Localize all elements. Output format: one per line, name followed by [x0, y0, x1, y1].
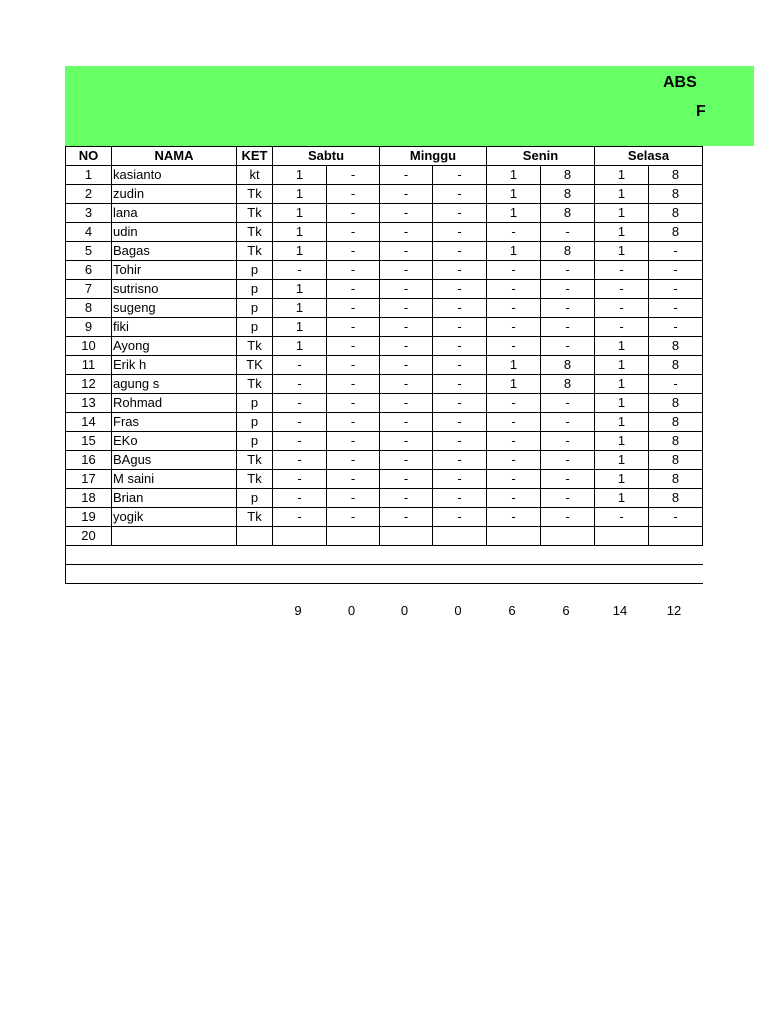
cell-value[interactable]: -	[595, 299, 649, 318]
cell-value[interactable]: -	[541, 280, 595, 299]
cell-nama[interactable]: zudin	[112, 185, 237, 204]
cell-value[interactable]: -	[541, 394, 595, 413]
cell-value[interactable]: -	[327, 394, 380, 413]
cell-value[interactable]: -	[273, 489, 327, 508]
table-body	[66, 166, 703, 584]
header-no: NO	[66, 147, 112, 166]
cell-value[interactable]: -	[327, 166, 380, 185]
cell-value[interactable]: -	[327, 489, 380, 508]
cell-value[interactable]	[273, 527, 327, 546]
cell-value[interactable]: -	[433, 337, 487, 356]
cell-value[interactable]: -	[649, 318, 703, 337]
cell-value[interactable]: -	[380, 242, 433, 261]
cell-ket[interactable]: TK	[237, 356, 273, 375]
table-row	[66, 356, 703, 375]
cell-ket[interactable]: Tk	[237, 337, 273, 356]
totals-row	[271, 602, 701, 620]
cell-ket[interactable]: Tk	[237, 451, 273, 470]
cell-value[interactable]: 1	[273, 299, 327, 318]
cell-nama[interactable]	[112, 527, 237, 546]
cell-value[interactable]: -	[380, 185, 433, 204]
cell-value[interactable]: -	[380, 394, 433, 413]
cell-value[interactable]	[433, 527, 487, 546]
cell-value[interactable]: 8	[541, 375, 595, 394]
cell-ket[interactable]: p	[237, 261, 273, 280]
blank-cell[interactable]	[66, 565, 703, 584]
cell-nama[interactable]: udin	[112, 223, 237, 242]
cell-value[interactable]: -	[649, 261, 703, 280]
cell-nama[interactable]: sugeng	[112, 299, 237, 318]
cell-value[interactable]: 1	[595, 337, 649, 356]
cell-value[interactable]: -	[327, 204, 380, 223]
cell-nama[interactable]: kasianto	[112, 166, 237, 185]
cell-no[interactable]: 14	[66, 413, 112, 432]
table-row	[66, 280, 703, 299]
cell-nama[interactable]: agung s	[112, 375, 237, 394]
title-banner	[65, 66, 754, 146]
cell-value[interactable]: 1	[595, 166, 649, 185]
header-row	[66, 147, 703, 166]
cell-value[interactable]: 1	[273, 223, 327, 242]
cell-value[interactable]: -	[380, 356, 433, 375]
cell-value[interactable]: -	[380, 166, 433, 185]
cell-value[interactable]: 1	[595, 489, 649, 508]
cell-value[interactable]: -	[380, 413, 433, 432]
cell-value[interactable]: -	[327, 299, 380, 318]
cell-value[interactable]: -	[433, 470, 487, 489]
cell-value[interactable]: -	[487, 337, 541, 356]
cell-value[interactable]: -	[487, 299, 541, 318]
table-row	[66, 375, 703, 394]
cell-value[interactable]: 1	[487, 166, 541, 185]
cell-value[interactable]: 1	[595, 432, 649, 451]
cell-value[interactable]: -	[380, 375, 433, 394]
cell-nama[interactable]: BAgus	[112, 451, 237, 470]
cell-value[interactable]: 1	[487, 356, 541, 375]
table-row	[66, 261, 703, 280]
cell-no[interactable]: 13	[66, 394, 112, 413]
header-selasa: Selasa	[595, 147, 703, 166]
blank-row	[66, 546, 703, 565]
cell-value[interactable]: -	[327, 432, 380, 451]
cell-value[interactable]: 8	[541, 185, 595, 204]
cell-value[interactable]: 1	[273, 185, 327, 204]
cell-value[interactable]: -	[433, 204, 487, 223]
cell-value[interactable]	[595, 527, 649, 546]
cell-value[interactable]: -	[327, 280, 380, 299]
cell-value[interactable]: -	[273, 508, 327, 527]
cell-ket[interactable]: Tk	[237, 223, 273, 242]
total-value: 12	[666, 603, 682, 618]
total-value: 9	[294, 603, 302, 618]
cell-no[interactable]: 11	[66, 356, 112, 375]
header-nama: NAMA	[112, 147, 237, 166]
cell-value[interactable]: 1	[595, 185, 649, 204]
cell-value[interactable]: -	[433, 375, 487, 394]
cell-value[interactable]: 8	[649, 451, 703, 470]
cell-value[interactable]: 1	[487, 204, 541, 223]
cell-value[interactable]: -	[433, 318, 487, 337]
cell-no[interactable]: 17	[66, 470, 112, 489]
total-value: 0	[347, 603, 356, 618]
cell-value[interactable]	[327, 527, 380, 546]
cell-value[interactable]: -	[327, 223, 380, 242]
cell-value[interactable]: 1	[595, 451, 649, 470]
cell-value[interactable]: -	[487, 394, 541, 413]
cell-value[interactable]: -	[327, 242, 380, 261]
cell-no[interactable]: 9	[66, 318, 112, 337]
cell-value[interactable]: 1	[595, 223, 649, 242]
cell-value[interactable]: -	[487, 451, 541, 470]
cell-ket[interactable]: Tk	[237, 242, 273, 261]
cell-value[interactable]: -	[541, 432, 595, 451]
cell-value[interactable]: 8	[649, 185, 703, 204]
cell-no[interactable]: 16	[66, 451, 112, 470]
cell-value[interactable]: -	[541, 299, 595, 318]
cell-value[interactable]: -	[327, 375, 380, 394]
cell-value[interactable]: 8	[649, 337, 703, 356]
table-row	[66, 223, 703, 242]
cell-value[interactable]: 8	[541, 356, 595, 375]
cell-ket[interactable]: p	[237, 318, 273, 337]
cell-value[interactable]: -	[380, 261, 433, 280]
cell-value[interactable]: -	[433, 280, 487, 299]
cell-value[interactable]: 1	[595, 242, 649, 261]
cell-value[interactable]: 8	[649, 394, 703, 413]
cell-value[interactable]: 8	[649, 356, 703, 375]
cell-value[interactable]: -	[380, 432, 433, 451]
cell-nama[interactable]: EKo	[112, 432, 237, 451]
cell-value[interactable]: -	[433, 223, 487, 242]
cell-value[interactable]: 1	[595, 375, 649, 394]
cell-value[interactable]: -	[380, 337, 433, 356]
table-row	[66, 432, 703, 451]
table-row	[66, 337, 703, 356]
total-value: 0	[400, 603, 409, 618]
cell-value[interactable]: -	[433, 432, 487, 451]
cell-value[interactable]: 1	[487, 185, 541, 204]
cell-value[interactable]: -	[327, 185, 380, 204]
cell-value[interactable]: -	[380, 299, 433, 318]
cell-value[interactable]: -	[487, 489, 541, 508]
cell-no[interactable]: 3	[66, 204, 112, 223]
cell-value[interactable]: -	[595, 508, 649, 527]
cell-no[interactable]: 19	[66, 508, 112, 527]
total-value: 6	[508, 603, 516, 618]
cell-value[interactable]: -	[273, 394, 327, 413]
table-row	[66, 299, 703, 318]
cell-value[interactable]: 1	[595, 413, 649, 432]
cell-value[interactable]: -	[273, 413, 327, 432]
header-sabtu: Sabtu	[273, 147, 380, 166]
cell-value[interactable]: 1	[487, 375, 541, 394]
cell-value[interactable]: -	[327, 451, 380, 470]
cell-value[interactable]	[649, 527, 703, 546]
header-ket: KET	[237, 147, 273, 166]
cell-ket[interactable]: Tk	[237, 470, 273, 489]
cell-no[interactable]: 10	[66, 337, 112, 356]
cell-no[interactable]: 7	[66, 280, 112, 299]
cell-value[interactable]: -	[487, 470, 541, 489]
cell-value[interactable]: -	[433, 508, 487, 527]
total-value: 14	[612, 603, 628, 618]
table-row	[66, 204, 703, 223]
cell-ket[interactable]: Tk	[237, 375, 273, 394]
cell-nama[interactable]: Brian	[112, 489, 237, 508]
table-row	[66, 451, 703, 470]
cell-value[interactable]: -	[273, 432, 327, 451]
cell-value[interactable]: -	[433, 489, 487, 508]
cell-value[interactable]: -	[327, 318, 380, 337]
cell-value[interactable]: 1	[273, 318, 327, 337]
cell-no[interactable]: 15	[66, 432, 112, 451]
cell-value[interactable]: -	[541, 223, 595, 242]
cell-value[interactable]: -	[380, 280, 433, 299]
cell-no[interactable]: 4	[66, 223, 112, 242]
cell-ket[interactable]: p	[237, 432, 273, 451]
cell-no[interactable]: 5	[66, 242, 112, 261]
header-senin: Senin	[487, 147, 595, 166]
cell-value[interactable]: -	[433, 242, 487, 261]
cell-value[interactable]: -	[273, 451, 327, 470]
cell-value[interactable]: 1	[273, 166, 327, 185]
cell-value[interactable]: 1	[273, 280, 327, 299]
cell-ket[interactable]: kt	[237, 166, 273, 185]
cell-value[interactable]: 8	[649, 489, 703, 508]
cell-value[interactable]: -	[595, 318, 649, 337]
cell-value[interactable]: 8	[649, 432, 703, 451]
cell-no[interactable]: 18	[66, 489, 112, 508]
cell-ket[interactable]: p	[237, 280, 273, 299]
cell-value[interactable]: -	[487, 508, 541, 527]
cell-value[interactable]: -	[433, 299, 487, 318]
cell-value[interactable]: -	[380, 204, 433, 223]
cell-nama[interactable]: M saini	[112, 470, 237, 489]
table-row	[66, 413, 703, 432]
cell-value[interactable]: 1	[273, 242, 327, 261]
cell-value[interactable]: -	[595, 280, 649, 299]
cell-value[interactable]: -	[327, 413, 380, 432]
table-row	[66, 470, 703, 489]
cell-value[interactable]: -	[649, 280, 703, 299]
cell-value[interactable]: -	[541, 470, 595, 489]
cell-value[interactable]	[380, 527, 433, 546]
cell-value[interactable]: -	[487, 413, 541, 432]
cell-value[interactable]: -	[649, 508, 703, 527]
cell-value[interactable]: -	[327, 337, 380, 356]
cell-nama[interactable]: fiki	[112, 318, 237, 337]
cell-no[interactable]: 8	[66, 299, 112, 318]
attendance-table	[65, 146, 703, 584]
cell-nama[interactable]: Tohir	[112, 261, 237, 280]
cell-value[interactable]: -	[487, 223, 541, 242]
cell-value[interactable]: 8	[649, 166, 703, 185]
cell-value[interactable]: 8	[541, 166, 595, 185]
cell-value[interactable]: -	[380, 489, 433, 508]
cell-value[interactable]: -	[487, 432, 541, 451]
cell-nama[interactable]: Bagas	[112, 242, 237, 261]
cell-value[interactable]: -	[273, 356, 327, 375]
cell-no[interactable]: 12	[66, 375, 112, 394]
sheet-subtitle: F	[696, 103, 706, 120]
cell-nama[interactable]: yogik	[112, 508, 237, 527]
cell-value[interactable]: -	[273, 261, 327, 280]
cell-value[interactable]: -	[327, 356, 380, 375]
cell-value[interactable]: 1	[595, 204, 649, 223]
cell-value[interactable]: 8	[649, 204, 703, 223]
cell-value[interactable]: -	[433, 356, 487, 375]
cell-ket[interactable]: p	[237, 413, 273, 432]
table-row	[66, 508, 703, 527]
cell-value[interactable]: -	[541, 413, 595, 432]
cell-value[interactable]: -	[327, 470, 380, 489]
cell-value[interactable]: -	[595, 261, 649, 280]
header-minggu: Minggu	[380, 147, 487, 166]
cell-ket[interactable]: Tk	[237, 204, 273, 223]
table-row	[66, 527, 703, 546]
blank-cell[interactable]	[66, 546, 703, 565]
cell-value[interactable]: -	[649, 299, 703, 318]
cell-value[interactable]: -	[380, 508, 433, 527]
cell-value[interactable]: -	[380, 223, 433, 242]
cell-value[interactable]: -	[487, 280, 541, 299]
cell-no[interactable]: 20	[66, 527, 112, 546]
cell-ket[interactable]: Tk	[237, 185, 273, 204]
cell-value[interactable]: -	[487, 261, 541, 280]
table-row	[66, 242, 703, 261]
cell-value[interactable]: -	[541, 489, 595, 508]
cell-value[interactable]: -	[541, 451, 595, 470]
cell-value[interactable]: -	[649, 242, 703, 261]
cell-no[interactable]: 1	[66, 166, 112, 185]
table-row	[66, 394, 703, 413]
cell-value[interactable]: 1	[273, 204, 327, 223]
cell-ket[interactable]: p	[237, 394, 273, 413]
cell-no[interactable]: 6	[66, 261, 112, 280]
cell-value[interactable]: 1	[487, 242, 541, 261]
cell-nama[interactable]: sutrisno	[112, 280, 237, 299]
cell-value[interactable]: -	[327, 508, 380, 527]
cell-no[interactable]: 2	[66, 185, 112, 204]
cell-ket[interactable]: p	[237, 489, 273, 508]
table-row	[66, 318, 703, 337]
total-value: 0	[454, 603, 462, 618]
cell-value[interactable]: 8	[649, 223, 703, 242]
cell-value[interactable]: -	[327, 261, 380, 280]
blank-row	[66, 565, 703, 584]
cell-value[interactable]: -	[433, 451, 487, 470]
cell-value[interactable]: 1	[595, 356, 649, 375]
cell-value[interactable]: -	[433, 413, 487, 432]
cell-value[interactable]: 1	[595, 394, 649, 413]
cell-ket[interactable]: p	[237, 299, 273, 318]
cell-value[interactable]: 8	[649, 413, 703, 432]
cell-value[interactable]: -	[433, 166, 487, 185]
cell-ket[interactable]: Tk	[237, 508, 273, 527]
cell-ket[interactable]	[237, 527, 273, 546]
cell-value[interactable]: -	[433, 394, 487, 413]
total-value: 6	[562, 603, 570, 618]
cell-value[interactable]: -	[541, 337, 595, 356]
cell-value[interactable]: -	[433, 261, 487, 280]
cell-nama[interactable]: Rohmad	[112, 394, 237, 413]
cell-value[interactable]	[541, 527, 595, 546]
cell-nama[interactable]: lana	[112, 204, 237, 223]
cell-value[interactable]	[487, 527, 541, 546]
table-row	[66, 489, 703, 508]
cell-value[interactable]: -	[433, 185, 487, 204]
table-row	[66, 185, 703, 204]
cell-value[interactable]: -	[541, 318, 595, 337]
cell-value[interactable]: 8	[649, 470, 703, 489]
cell-nama[interactable]: Erik h	[112, 356, 237, 375]
cell-nama[interactable]: Fras	[112, 413, 237, 432]
cell-nama[interactable]: Ayong	[112, 337, 237, 356]
cell-value[interactable]: -	[380, 318, 433, 337]
cell-value[interactable]: -	[273, 470, 327, 489]
cell-value[interactable]: -	[541, 508, 595, 527]
cell-value[interactable]: -	[380, 470, 433, 489]
sheet-title: ABS	[663, 74, 697, 91]
cell-value[interactable]: 1	[273, 337, 327, 356]
cell-value[interactable]: -	[541, 261, 595, 280]
cell-value[interactable]: 8	[541, 204, 595, 223]
cell-value[interactable]: -	[649, 375, 703, 394]
cell-value[interactable]: -	[273, 375, 327, 394]
table-row	[66, 166, 703, 185]
cell-value[interactable]: 8	[541, 242, 595, 261]
cell-value[interactable]: -	[380, 451, 433, 470]
cell-value[interactable]: -	[487, 318, 541, 337]
cell-value[interactable]: 1	[595, 470, 649, 489]
